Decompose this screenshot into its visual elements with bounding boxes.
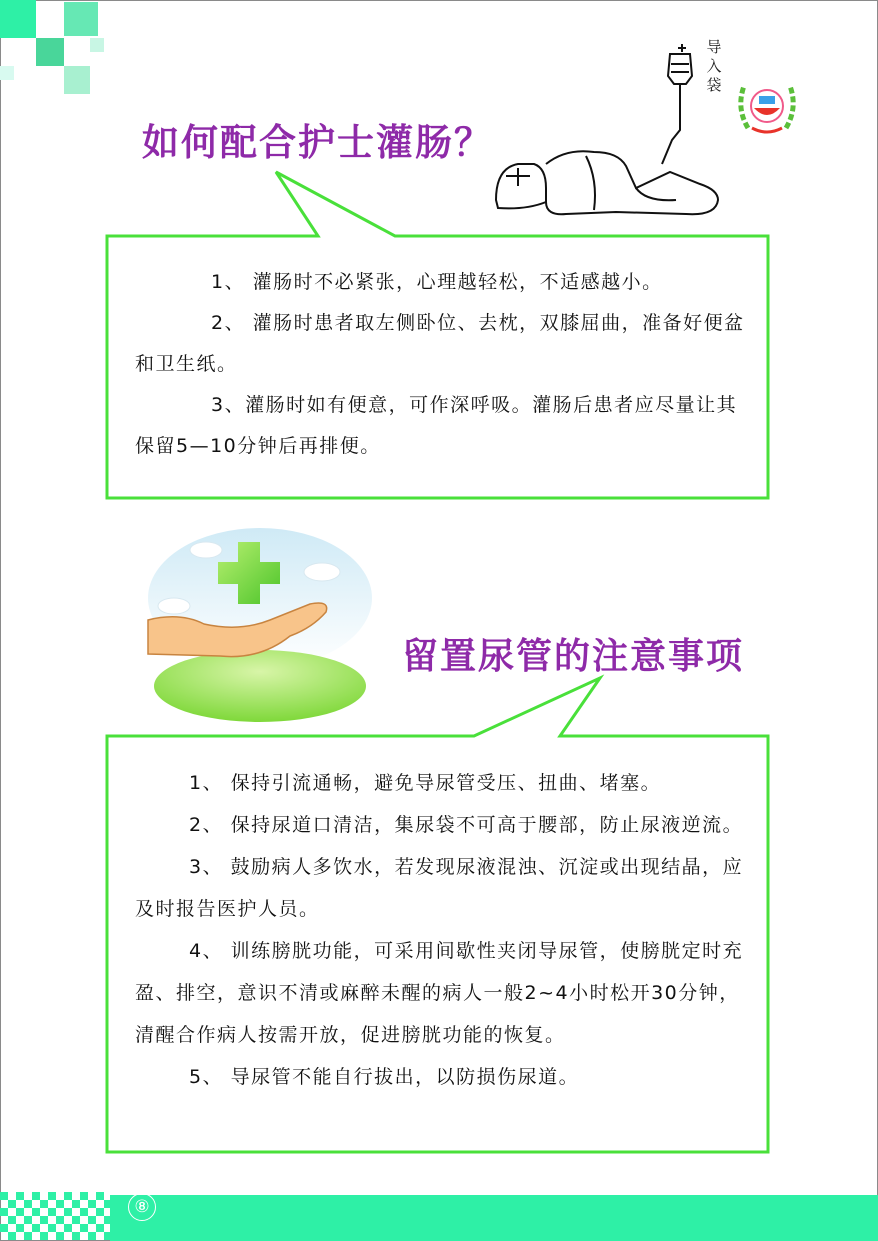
section1-item-2: 2、 灌肠时患者取左侧卧位、去枕，双膝屈曲，准备好便盆和卫生纸。: [135, 312, 745, 375]
section2-item-1: 1、 保持引流通畅，避免导尿管受压、扭曲、堵塞。: [189, 772, 662, 794]
section1-item-1: 1、 灌肠时不必紧张，心理越轻松，不适感越小。: [211, 271, 663, 293]
section1-item-3: 3、灌肠时如有便意，可作深呼吸。灌肠后患者应尽量让其保留5—10分钟后再排便。: [135, 394, 738, 457]
section2-content: [135, 762, 747, 1098]
hospital-emblem-icon: [734, 74, 800, 136]
hands-cross-illustration: [140, 528, 372, 724]
enema-bag-label: 导 入 袋: [706, 38, 722, 94]
enema-patient-illustration: [486, 40, 722, 225]
section2-item-5: 5、 导尿管不能自行拔出，以防损伤尿道。: [189, 1066, 580, 1088]
page-number: ⑧: [128, 1193, 156, 1221]
footer-checker-decoration: [0, 1192, 112, 1241]
footer-band: [110, 1195, 878, 1241]
section1-content: [135, 262, 745, 467]
section1-title: 如何配合护士灌肠？: [142, 121, 493, 164]
section2-item-4: 4、 训练膀胱功能，可采用间歇性夹闭导尿管，使膀胱定时充盈、排空，意识不清或麻醉未醒的病人一般2~4小时松开30分钟，清醒合作病人按需开放，促进膀胱功能的恢复。: [135, 940, 744, 1046]
section2-title: 留置尿管的注意事项: [402, 636, 745, 677]
section2-item-2: 2、 保持尿道口清洁，集尿袋不可高于腰部，防止尿液逆流。: [189, 814, 744, 836]
section2-item-3: 3、 鼓励病人多饮水，若发现尿液混浊、沉淀或出现结晶，应及时报告医护人员。: [135, 856, 744, 920]
